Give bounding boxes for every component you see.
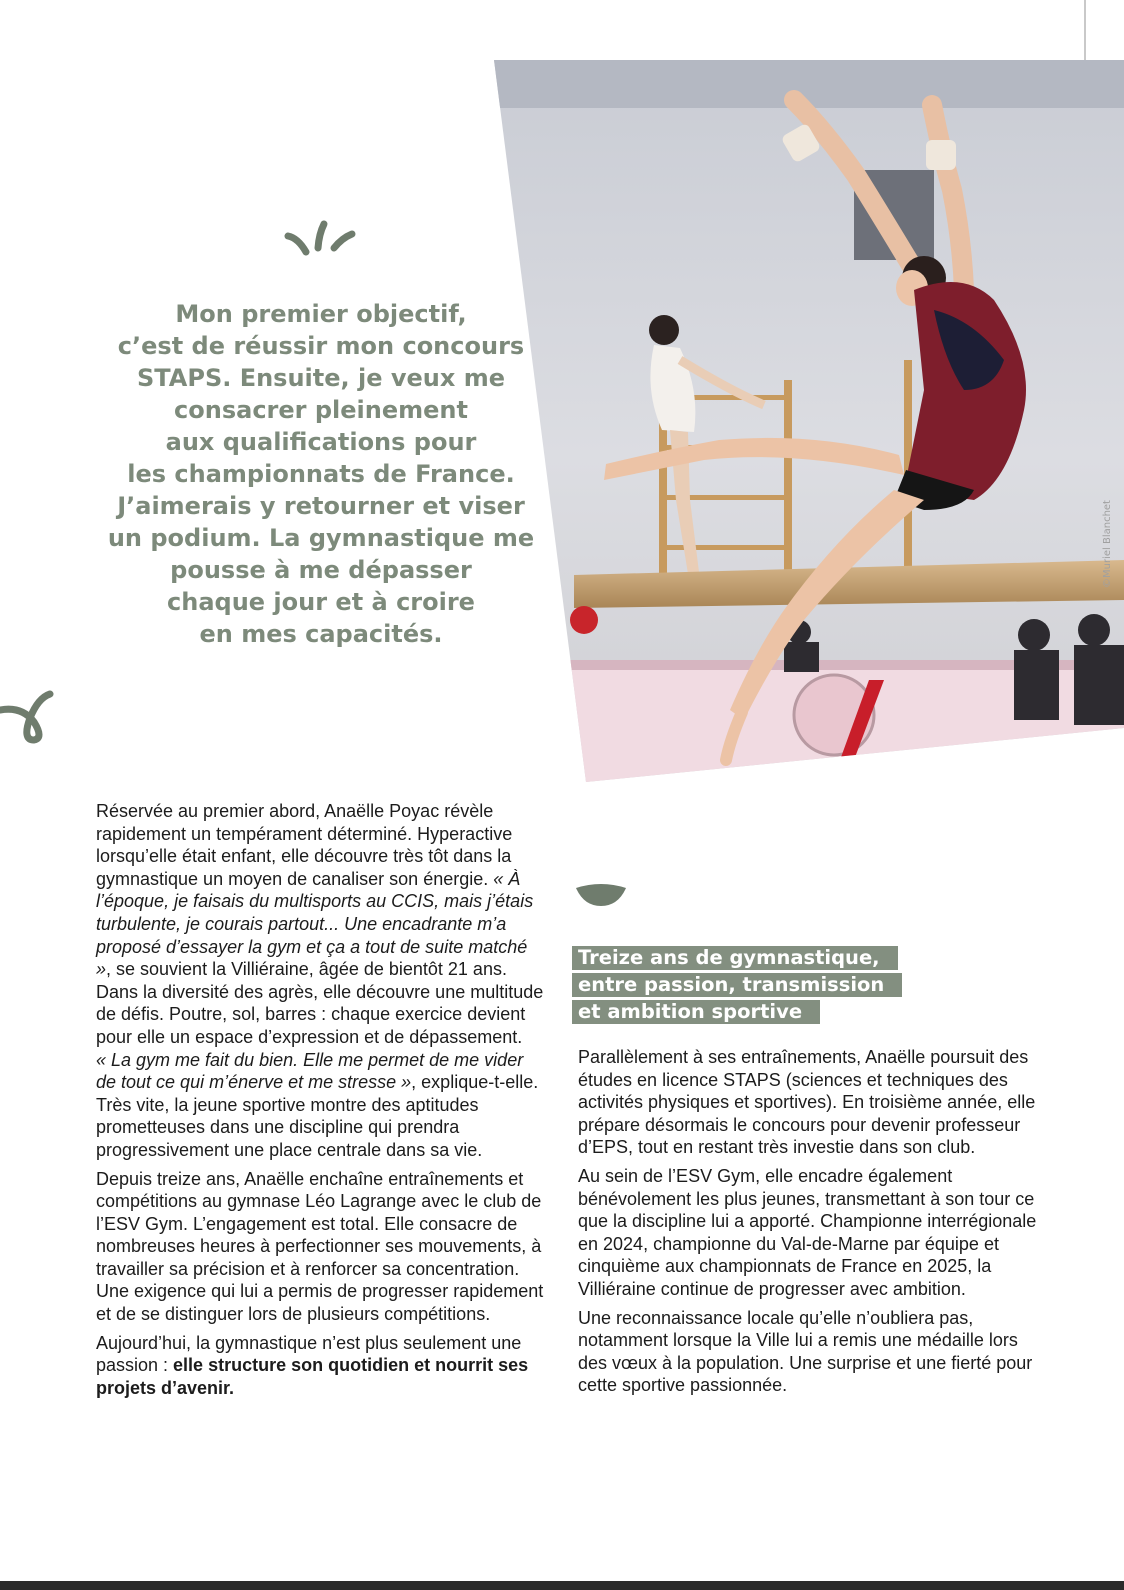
quote-line: consacrer pleinement [174, 396, 468, 424]
quote-line: c’est de réussir mon concours [117, 332, 525, 360]
quote-line: STAPS. Ensuite, je veux me [136, 364, 505, 392]
quote-inline: « La gym me fait du bien. Elle me permet de me vider de tout ce qui m’énerve et me stresse » [96, 1049, 524, 1093]
quote-line: chaque jour et à croire [167, 588, 475, 616]
article-column-left [96, 800, 546, 1405]
article-paragraph: Aujourd’hui, la gymnastique n’est plus seulement une passion : elle structure son quotidien et nourrit ses projets d’avenir. [96, 1332, 529, 1398]
quote-line: pousse à me dépasser [170, 556, 472, 584]
article-paragraph: Parallèlement à ses entraînements, Anaëlle poursuit des études en licence STAPS (sciences et techniques des activités physiques et sportives). En troisième année, elle prépare désormais le concours pour devenir professeur d’EPS, tout en restant très investie dans son club. [578, 1047, 1036, 1158]
gymnast-photo [494, 60, 1124, 782]
article-paragraph: Réservée au premier abord, Anaëlle Poyac révèle rapidement un tempérament déterminé. Hyperactive lorsqu’elle était enfant, elle découvre très tôt dans la gymnastique un moyen de canaliser son énergie. « À l’époque, je faisais du multisports au CCIS, mais j’étais turbulente, je courais partout... Une encadrante m’a proposé d’essayer la gym et ça a tout de suite matché », se souvient la Villiéraine, âgée de bientôt 21 ans. Dans la diversité des agrès, elle découvre une multitude de défis. Poutre, sol, barres : chaque exercice devient pour elle un espace d’expression et de dépassement. « La gym me fait du bien. Elle me permet de me vider de tout ce qui m’énerve et me stresse », explique-t-elle. Très vite, la jeune sportive montre des aptitudes prometteuses dans une discipline qui prendra progressivement une place centrale dans sa vie. [96, 801, 544, 1160]
article-paragraph: Une reconnaissance locale qu’elle n’oubliera pas, notamment lorsque la Ville lui a remis une médaille lors des vœux à la population. Une surprise et une fierté pour cette sportive passionnée. [578, 1307, 1033, 1396]
photo-credit: ©Muriel Blanchet [1102, 500, 1113, 588]
section-heading-line: Treize ans de gymnastique, [572, 946, 898, 970]
quote-line: Mon premier objectif, [175, 300, 467, 328]
quote-inline: « À l’époque, je faisais du multisports au CCIS, mais j’étais turbulente, je courais partout... Une encadrante m’a proposé d’essayer la gym et ça a tout de suite matché » [96, 868, 534, 980]
quote-line: aux qualifications pour [165, 428, 477, 456]
article-paragraph: Au sein de l’ESV Gym, elle encadre également bénévolement les plus jeunes, transmettant à son tour ce que la discipline lui a apporté. Championne interrégionale en 2024, championne du Val-de-Marne par équipe et cinquième aux championnats de France en 2025, la Villiéraine continue de progresser avec ambition. [578, 1165, 1037, 1299]
quote-line: les championnats de France. [127, 460, 515, 488]
section-heading-line: et ambition sportive [572, 1000, 820, 1024]
quote-line: un podium. La gymnastique me [107, 524, 535, 552]
swirl-decoration-icon [0, 688, 54, 744]
section-heading-line: entre passion, transmission [572, 973, 902, 997]
section-heading [572, 946, 932, 1027]
quote-marks-icon [284, 218, 360, 258]
article-paragraph: Depuis treize ans, Anaëlle enchaîne entraînements et compétitions au gymnase Léo Lagrange avec le club de l’ESV Gym. L’engagement est total. Elle consacre de nombreuses heures à perfectionner ses mouvements, à travailler sa précision et à renforcer sa concentration. Une exigence qui lui a permis de progresser rapidement et de se distinguer lors de plusieurs compétitions. [96, 1168, 544, 1325]
page-bottom-bar [0, 1581, 1124, 1590]
emphasis-text: elle structure son quotidien et nourrit ses projets d’avenir. [96, 1355, 529, 1398]
smile-decoration-icon [574, 882, 628, 908]
quote-line: J’aimerais y retourner et viser [117, 492, 525, 520]
pull-quote [106, 298, 536, 650]
quote-line: en mes capacités. [199, 620, 443, 648]
article-column-right [578, 1046, 1038, 1403]
